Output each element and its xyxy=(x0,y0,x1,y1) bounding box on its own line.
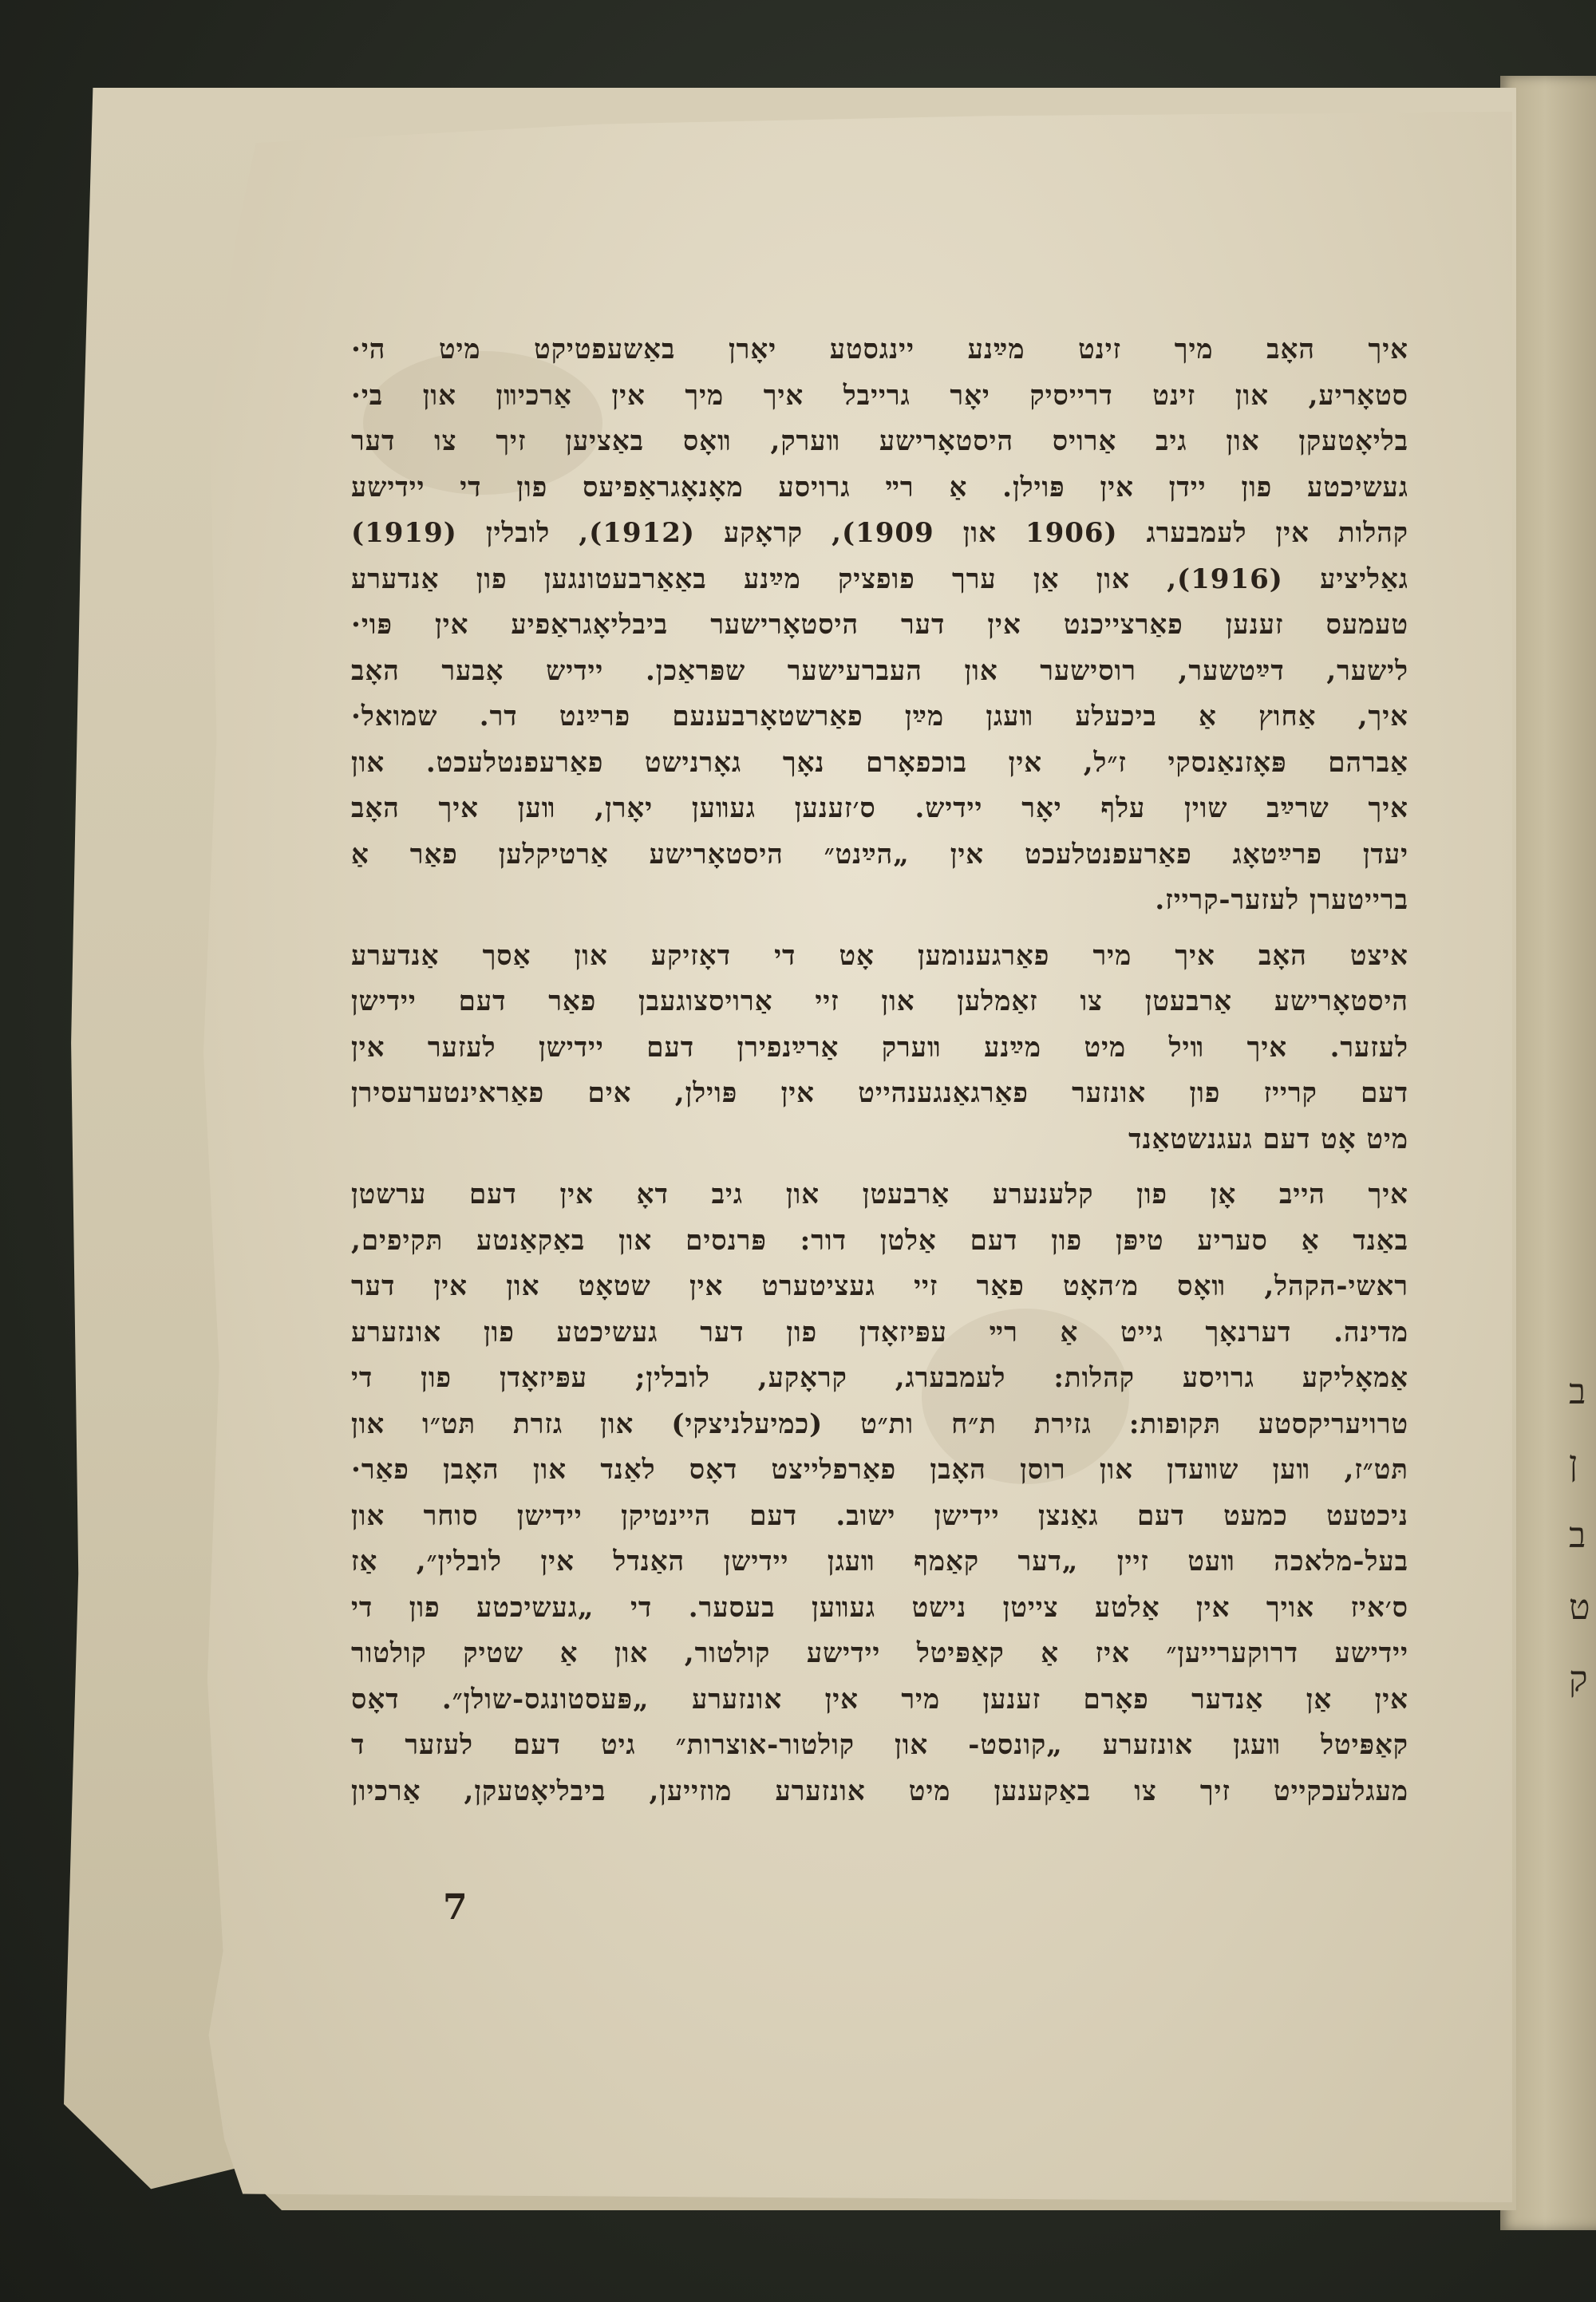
text-line: ראשי-הקהל, װאָס מ׳האָט פאַר זיי געציטערט אין שטאָט און אין דער xyxy=(351,1270,1408,1302)
text-line: בעל-מלאכה װעט זיין „דער קאַמף װעגן יידישן האַנדל אין לובלין״, אַז xyxy=(351,1546,1408,1577)
text-line: איך, אַחוץ אַ ביכעלע װעגן מײַן פאַרשטאָרבענעם פרײַנט דר. שמואל· xyxy=(351,701,1408,732)
page-body-text xyxy=(351,327,1408,1814)
adjacent-page-text xyxy=(1569,1356,1596,1716)
text-line: מדינה. דערנאָך גייט אַ רײ עפּיזאָדן פון דער געשיכטע פון אונזערע xyxy=(351,1316,1408,1348)
text-line: תּט״ז, װען שװעדן און רוסן האָבן פאַרפלייצט דאָס לאַנד און האָבן פאַר· xyxy=(351,1454,1408,1486)
text-line: קהלות אין לעמבערג (1906 און 1909), קראָקע (1912), לובלין (1919) xyxy=(351,517,1408,549)
text-line: אַמאָליקע גרויסע קהלות: לעמבערג, קראָקע, לובלין; עפּיזאָדן פון די xyxy=(351,1362,1408,1394)
adjacent-glyph: ק xyxy=(1569,1659,1588,1700)
text-line: אין אַן אַנדער פאָרם זענען מיר אין אונזערע „פּעסטונגס-שולן״. דאָס xyxy=(351,1683,1408,1716)
text-line: איך שרײַב שוין עלף יאָר יידיש. ס׳זענען געװען יאָרן, װען איך האָב xyxy=(351,792,1408,824)
paragraph xyxy=(351,1172,1408,1814)
text-line: מעגלעכקייט זיך צו באַקענען מיט אונזערע מוזייען, ביבליאָטעקן, אַרכיון xyxy=(351,1775,1408,1807)
text-line: באַנד אַ סעריע טיפּן פון דעם אַלטן דור: פּרנסים און באַקאַנטע תּקיפים, xyxy=(351,1224,1408,1257)
text-line: דעם קרייז פון אונזער פאַרגאַנגענהייט אין פּוילן, אים פאַראינטערעסירן xyxy=(351,1077,1408,1109)
paragraph xyxy=(351,327,1408,924)
adjacent-glyph: ב xyxy=(1569,1372,1586,1412)
text-line: יידישע דרוקערייען״ איז אַ קאַפּיטל יידישע קולטור, און אַ שטיק קולטור xyxy=(351,1637,1408,1669)
text-line: ברייטערן לעזער-קרייז. xyxy=(1155,884,1408,916)
text-line: טרויעריקסטע תּקופות: גזירת ת״ח ות״ט (כמיעלניצקי) און גזרת תּט״ו און xyxy=(351,1408,1408,1440)
text-line: אַברהם פּאָזנאַנסקי ז״ל, אין בוכפאָרם נאָך גאָרנישט פאַרעפנטלעכט. און xyxy=(351,746,1408,779)
text-line: איך האָב מיך זינט מײַנע יינגסטע יאָרן באַשעפטיקט מיט הי· xyxy=(351,334,1408,365)
text-line: געשיכטע פון יידן אין פּוילן. אַ רײ גרויסע מאָנאָגראַפיעס פון די יידישע xyxy=(351,471,1408,503)
text-line: לישער, דײַטשער, רוסישער און העברעישער שפּראַכן. יידיש אָבער האָב xyxy=(351,654,1408,687)
text-line: איך הייב אָן פון קלענערע אַרבעטן און גיב דאָ אין דעם ערשטן xyxy=(351,1179,1408,1210)
text-line: לעזער. איך װיל מיט מײַנע װערק אַרײַנפירן דעם יידישן לעזער אין xyxy=(351,1031,1408,1064)
paragraph-gap xyxy=(351,1163,1408,1172)
text-line: היסטאָרישע אַרבעטן צו זאַמלען און זיי אַרויסצוגעבן פאַר דעם יידישן xyxy=(351,985,1408,1017)
text-line: יעדן פרײַטאָג פאַרעפנטלעכט אין „הײַנט״ היסטאָרישע אַרטיקלען פאַר אַ xyxy=(351,838,1408,871)
text-line: טעמעס זענען פאַרצייכנט אין דער היסטאָרישער ביבליאָגראַפיע אין פּוי· xyxy=(351,609,1408,641)
paragraph-gap xyxy=(351,924,1408,934)
page-number: 7 xyxy=(443,1887,468,1928)
text-line: איצט האָב איך מיר פאַרגענומען אָט די דאָזיקע און אַסך אַנדערע xyxy=(351,939,1408,972)
paragraph xyxy=(351,934,1408,1163)
text-line: גאַליציע (1916), און אַן ערך פופציק מײַנע באַאַרבעטונגען פון אַנדערע xyxy=(351,563,1408,595)
text-line: ניכטעט כמעט דעם גאַנצן יידישן ישוב. דעם היינטיקן יידישן סוחר און xyxy=(351,1499,1408,1532)
text-line: קאַפּיטל װעגן אונזערע „קונסט- און קולטור-אוצרות״ גיט דעם לעזער ד xyxy=(351,1729,1408,1761)
adjacent-glyph: ט xyxy=(1569,1587,1590,1628)
adjacent-glyph: ב xyxy=(1569,1515,1586,1556)
text-line: מיט אָט דעם געגנשטאַנד xyxy=(1128,1123,1408,1155)
adjacent-glyph: ן xyxy=(1569,1443,1578,1484)
text-line: ס׳איז אויך אין אַלטע צייטן נישט געװען בעסער. די „געשיכטע פון די xyxy=(351,1591,1408,1624)
text-line: סטאָריע, און זינט דרייסיק יאָר גרייבל איך מיך אין אַרכיװן און בי· xyxy=(351,379,1408,412)
text-line: בליאָטעקן און גיב אַרויס היסטאָרישע װערק, װאָס באַציען זיך צו דער xyxy=(351,425,1408,457)
